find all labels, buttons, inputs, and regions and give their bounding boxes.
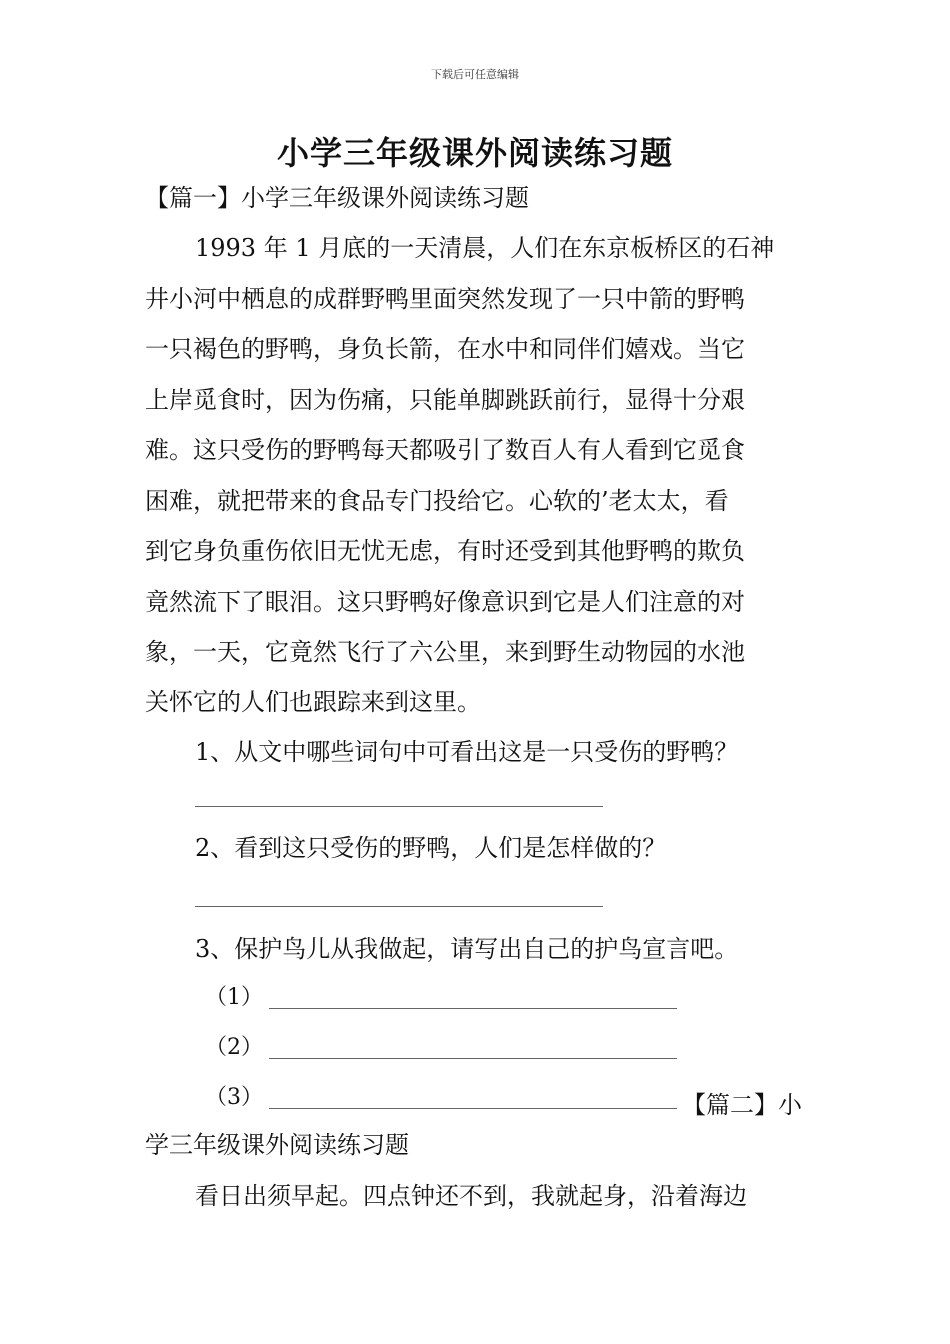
answer-row-3 — [205, 1087, 677, 1109]
section-one-heading: 【篇一】小学三年级课外阅读练习题 — [145, 184, 529, 212]
answer-row-2 — [205, 1037, 677, 1059]
passage-line: 象，一天，它竟然飞行了六公里，来到野生动物园的水池 — [145, 638, 745, 666]
answer-blank-2[interactable] — [195, 906, 603, 907]
question-2: 2、看到这只受伤的野鸭，人们是怎样做的？ — [195, 834, 667, 862]
answer-line[interactable] — [269, 1058, 677, 1059]
header-note: 下载后可任意编辑 — [431, 68, 519, 81]
answer-line[interactable] — [269, 1108, 677, 1109]
answer-label: （2） — [205, 1035, 263, 1060]
section-two-heading-start: 【篇二】小 — [682, 1091, 802, 1119]
passage-line: 上岸觅食时，因为伤痛，只能单脚跳跃前行，显得十分艰 — [145, 386, 745, 414]
passage-line: 关怀它的人们也跟踪来到这里。 — [145, 688, 481, 716]
passage-line: 井小河中栖息的成群野鸭里面突然发现了一只中箭的野鸭 — [145, 285, 745, 313]
document-title: 小学三年级课外阅读练习题 — [276, 134, 673, 172]
answer-label: （1） — [205, 985, 263, 1010]
question-1: 1、从文中哪些词句中可看出这是一只受伤的野鸭？ — [195, 738, 739, 766]
passage-line: 困难，就把带来的食品专门投给它。心软的’老太太，看 — [145, 487, 729, 515]
question-3: 3、保护鸟儿从我做起，请写出自己的护鸟宣言吧。 — [195, 935, 739, 963]
answer-row-1 — [205, 987, 677, 1009]
passage-line: 1993 年 1 月底的一天清晨，人们在东京板桥区的石神 — [195, 234, 775, 262]
passage-line: 竟然流下了眼泪。这只野鸭好像意识到它是人们注意的对 — [145, 588, 745, 616]
answer-blank-1[interactable] — [195, 806, 603, 807]
section-two-heading-end: 学三年级课外阅读练习题 — [145, 1131, 409, 1159]
passage-line: 到它身负重伤依旧无忧无虑，有时还受到其他野鸭的欺负 — [145, 537, 745, 565]
answer-label: （3） — [205, 1085, 263, 1110]
passage-line: 难。这只受伤的野鸭每天都吸引了数百人有人看到它觅食 — [145, 436, 745, 464]
answer-line[interactable] — [269, 1008, 677, 1009]
passage-line: 一只褐色的野鸭，身负长箭，在水中和同伴们嬉戏。当它 — [145, 335, 745, 363]
section-two-first-line: 看日出须早起。四点钟还不到，我就起身，沿着海边 — [195, 1182, 747, 1210]
